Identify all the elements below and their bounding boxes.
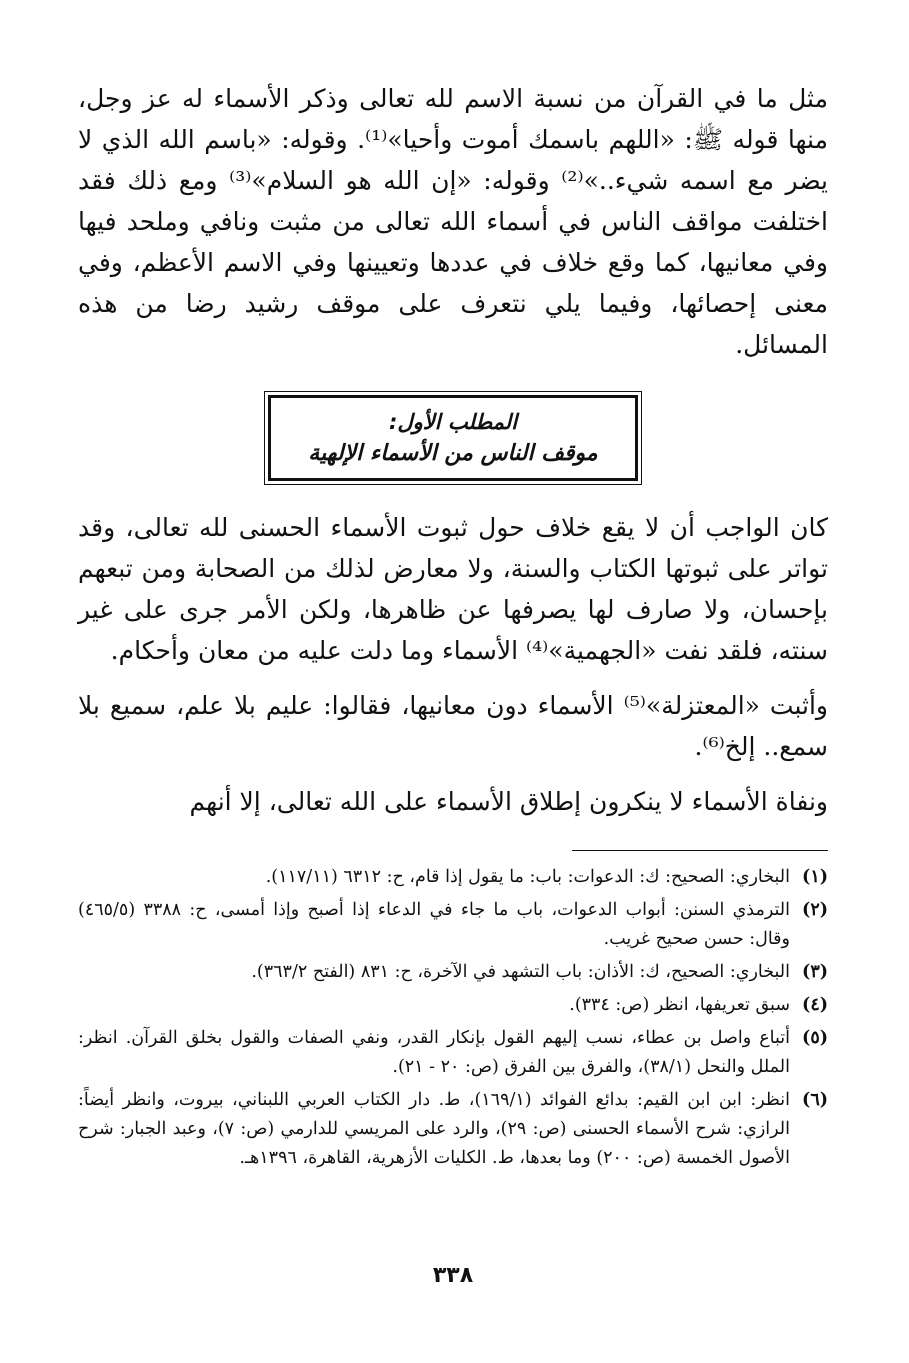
section-heading-title: موقف الناس من الأسماء الإلهية [308,441,598,466]
section-heading-box [264,391,642,485]
body-paragraph-3: ونفاة الأسماء لا ينكرون إطلاق الأسماء على الله تعالى، إلا أنهم [189,787,828,816]
footnotes [78,863,828,1177]
footnote-1 [78,863,828,892]
footnote-5 [78,1024,828,1082]
section-heading-frame [268,395,638,481]
footnote-text: الترمذي السنن: أبواب الدعوات، باب ما جاء في الدعاء إذا أصبح وإذا أمسى، ح: ٣٣٨٨ (٤٦٥/٥) وقال: حسن صحيح غريب. [78,900,790,949]
section-heading-label: المطلب الأول: [388,410,518,434]
footnote-number: (٣) [802,962,828,982]
footnote-divider [572,850,828,851]
footnote-4 [78,991,828,1020]
footnote-3 [78,958,828,987]
book-page [78,78,828,1298]
body-paragraph-1: كان الواجب أن لا يقع خلاف حول ثبوت الأسماء الحسنى لله تعالى، وقد تواتر على ثبوتها الكتاب والسنة، ولا معارض لذلك من الصحابة ومن تبعهم بإحسان، ولا صارف لها يصرفها عن ظاهرها، ولكن الأمر جرى على غير سنته، فلقد نفت «الجهمية»⁽⁴⁾ الأسماء وما دلت عليه من معان وأحكام. [78,513,828,665]
footnote-text: انظر: ابن ابن القيم: بدائع الفوائد (١٦٩/١)، ط. دار الكتاب العربي اللبناني، بيروت، وانظر أيضاً: الرازي: شرح الأسماء الحسنى (ص: ٢٩)، والرد على المريسي للدارمي (ص: ٧)، وعبد الجبار: شرح الأصول الخمسة (ص: ٢٠٠) وما بعدها، ط. الكليات الأزهرية، القاهرة، ١٣٩٦هـ. [78,1090,790,1168]
footnote-2 [78,896,828,954]
footnote-text: البخاري: الصحيح: ك: الدعوات: باب: ما يقول إذا قام، ح: ٦٣١٢ (١١٧/١١). [265,867,790,887]
footnote-number: (٢) [802,900,828,920]
footnote-number: (١) [802,867,828,887]
footnote-text: سبق تعريفها، انظر (ص: ٣٣٤). [569,995,790,1015]
page-number: ٣٣٨ [432,1263,474,1288]
footnote-number: (٤) [802,995,828,1015]
footnote-text: أتباع واصل بن عطاء، نسب إليهم القول بإنكار القدر، ونفي الصفات والقول بخلق القرآن. انظر: الملل والنحل (٣٨/١)، والفرق بين الفرق (ص: ٢٠ - ٢١). [78,1028,790,1077]
footnote-number: (٦) [802,1090,828,1110]
footnote-6 [78,1086,828,1173]
footnote-text: البخاري: الصحيح، ك: الأذان: باب التشهد في الآخرة، ح: ٨٣١ (الفتح ٣٦٣/٢). [251,962,790,982]
footnote-number: (٥) [802,1028,828,1048]
section-body [78,507,828,822]
body-paragraph-2: وأثبت «المعتزلة»⁽⁵⁾ الأسماء دون معانيها، فقالوا: عليم بلا علم، سميع بلا سمع.. إلخ⁽⁶⁾. [78,691,829,761]
intro-paragraph: مثل ما في القرآن من نسبة الاسم لله تعالى وذكر الأسماء له عز وجل، منها قوله ﷺ: «اللهم باسمك أموت وأحيا»⁽¹⁾. وقوله: «باسم الله الذي لا يضر مع اسمه شيء..»⁽²⁾ وقوله: «إن الله هو السلام»⁽³⁾ ومع ذلك فقد اختلفت مواقف الناس في أسماء الله تعالى من مثبت ونافي وملحد فيها وفي معانيها، كما وقع خلاف في عددها وتعيينها وفي الاسم الأعظم، وفي معنى إحصائها، وفيما يلي نتعرف على موقف رشيد رضا من هذه المسائل. [78,84,828,359]
